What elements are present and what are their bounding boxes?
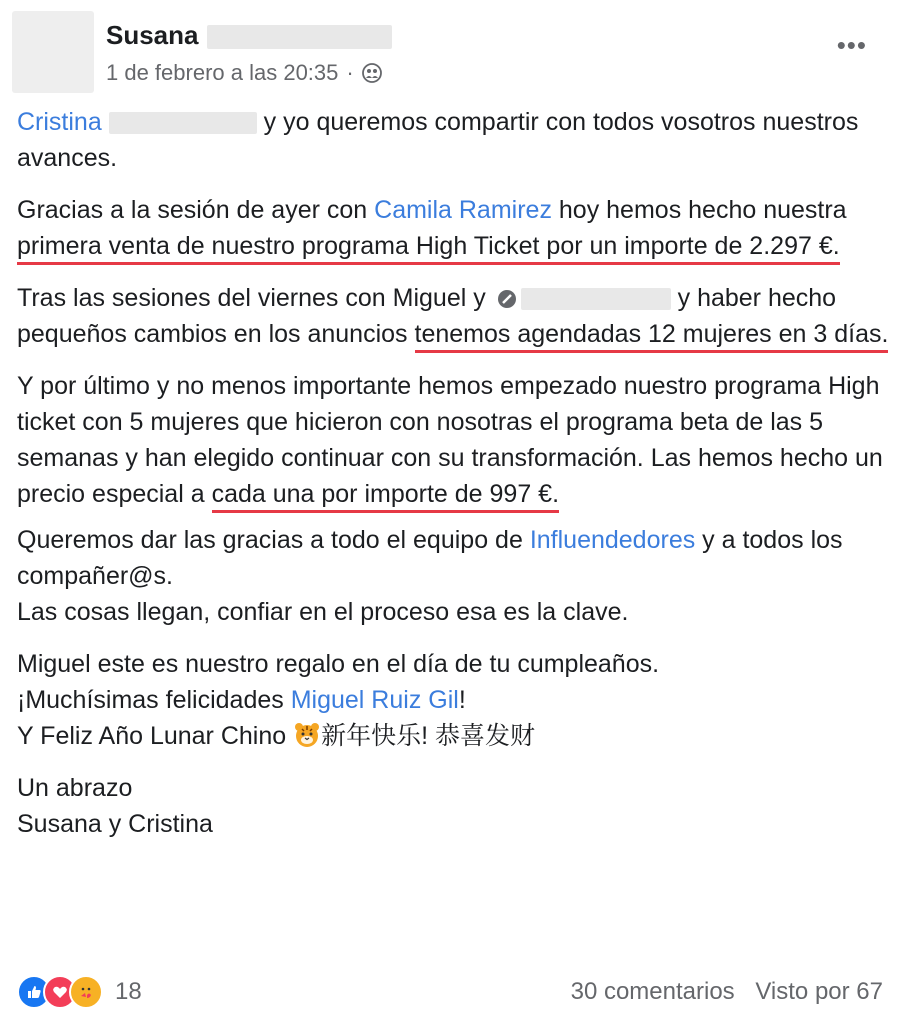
mention-cristina[interactable]: Cristina	[17, 108, 102, 136]
more-options-button[interactable]: •••	[836, 30, 867, 60]
mention-miguel-ruiz-gil[interactable]: Miguel Ruiz Gil	[290, 686, 459, 714]
verified-icon	[497, 289, 517, 309]
post-stats	[571, 978, 883, 1006]
views-count[interactable]: Visto por 67	[755, 978, 883, 1005]
paragraph-11: Susana y Cristina	[17, 810, 213, 838]
paragraph-1: Cristina y yo queremos compartir con todos vosotros nuestros avances.	[17, 108, 859, 172]
post-timestamp[interactable]: 1 de febrero a las 20:35	[106, 60, 339, 85]
paragraph-3: Tras las sesiones del viernes con Miguel y y haber hecho pequeños cambios en los anuncios tenemos agendadas 12 mujeres en 3 días.	[17, 280, 897, 352]
highlight-first-sale: primera venta de nuestro programa High Ticket por un importe de 2.297 €.	[17, 232, 840, 265]
paragraph-9: Y Feliz Año Lunar Chino 新年快乐! 恭喜发财	[17, 722, 536, 750]
reactions-summary[interactable]	[17, 975, 142, 1009]
paragraph-8: ¡Muchísimas felicidades Miguel Ruiz Gil!	[17, 686, 466, 714]
tiger-emoji-icon	[293, 721, 321, 749]
comments-count[interactable]: 30 comentarios	[570, 978, 735, 1005]
paragraph-5: Queremos dar las gracias a todo el equipo de Influendedores y a todos los compañer@s.	[17, 526, 843, 590]
reaction-count[interactable]: 18	[115, 978, 142, 1005]
author-avatar[interactable]	[12, 11, 94, 93]
mention-influendedores[interactable]: Influendedores	[529, 526, 696, 554]
highlight-appointments: tenemos agendadas 12 mujeres en 3 días.	[415, 320, 889, 353]
redacted-surname	[207, 25, 392, 49]
mention-camila-ramirez[interactable]: Camila Ramirez	[374, 196, 552, 224]
meta-separator: ·	[346, 60, 354, 85]
redacted-name	[109, 112, 257, 134]
post-body	[17, 104, 897, 842]
paragraph-2: Gracias a la sesión de ayer con Camila Ramirez hoy hemos hecho nuestra primera venta de nuestro programa High Ticket por un importe de 2.297 €.	[17, 192, 897, 264]
paragraph-10: Un abrazo	[17, 774, 133, 802]
post-meta	[106, 60, 382, 86]
friends-icon[interactable]	[362, 63, 382, 83]
paragraph-4: Y por último y no menos importante hemos empezado nuestro programa High ticket con 5 mujeres que hicieron con nosotras el programa beta de las 5 semanas y han elegido continuar con su transformación. Las hemos hecho un precio especial a cada una por importe de 997 €.	[17, 368, 897, 512]
care-reaction-icon	[69, 975, 103, 1009]
highlight-price: cada una por importe de 997 €.	[212, 480, 559, 513]
post-footer	[17, 974, 883, 1010]
paragraph-6: Las cosas llegan, confiar en el proceso esa es la clave.	[17, 598, 629, 626]
redacted-name	[521, 288, 671, 310]
paragraph-7: Miguel este es nuestro regalo en el día de tu cumpleaños.	[17, 650, 660, 678]
author-name[interactable]: Susana	[106, 20, 392, 51]
